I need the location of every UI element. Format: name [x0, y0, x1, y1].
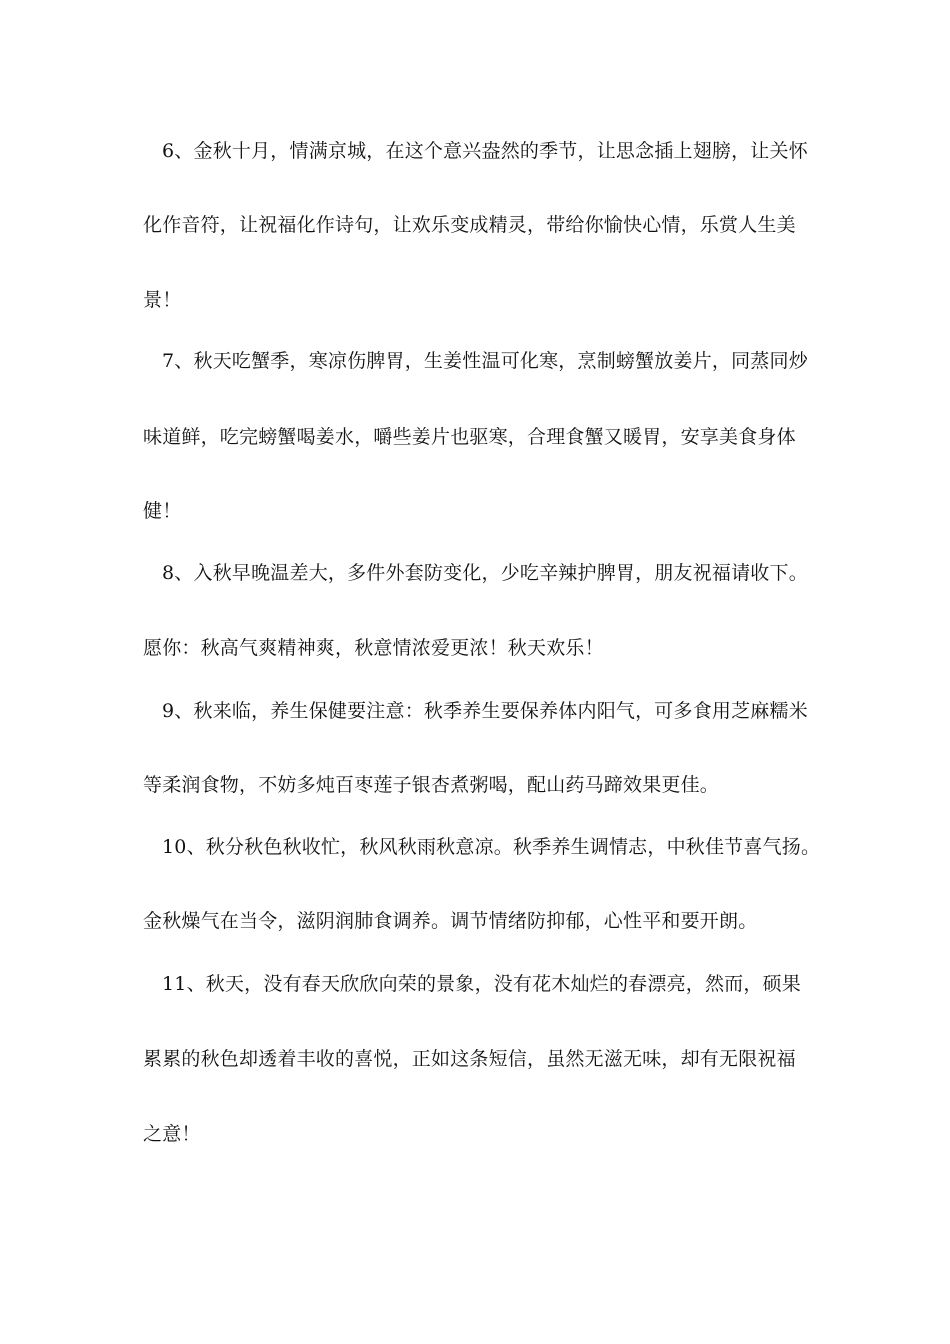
paragraph-8-line-2: 愿你：秋高气爽精神爽，秋意情浓爱更浓！秋天欢乐！	[143, 637, 604, 659]
paragraph-7-line-3: 健！	[143, 500, 182, 522]
paragraph-9-line-2: 等柔润食物，不妨多炖百枣莲子银杏煮粥喝，配山药马蹄效果更佳。	[143, 774, 720, 796]
paragraph-7-line-1: 7、秋天吃蟹季，寒凉伤脾胃，生姜性温可化寒，烹制螃蟹放姜片，同蒸同炒	[162, 350, 808, 372]
paragraph-6-line-2: 化作音符，让祝福化作诗句，让欢乐变成精灵，带给你愉快心情，乐赏人生美	[143, 214, 796, 236]
paragraph-9-line-1: 9、秋来临，养生保健要注意：秋季养生要保养体内阳气，可多食用芝麻糯米	[162, 700, 808, 722]
paragraph-6-line-3: 景！	[143, 289, 182, 311]
paragraph-10-line-2: 金秋燥气在当令，滋阴润肺食调养。调节情绪防抑郁，心性平和要开朗。	[143, 910, 758, 932]
paragraph-11-line-1: 11、秋天，没有春天欣欣向荣的景象，没有花木灿烂的春漂亮，然而，硕果	[162, 973, 801, 995]
paragraph-11-line-3: 之意！	[143, 1123, 201, 1145]
paragraph-11-line-2: 累累的秋色却透着丰收的喜悦，正如这条短信，虽然无滋无味，却有无限祝福	[143, 1048, 796, 1070]
paragraph-7-line-2: 味道鲜，吃完螃蟹喝姜水，嚼些姜片也驱寒，合理食蟹又暖胃，安享美食身体	[143, 426, 796, 448]
paragraph-6-line-1: 6、金秋十月，情满京城，在这个意兴盎然的季节，让思念插上翅膀，让关怀	[162, 140, 808, 162]
paragraph-8-line-1: 8、入秋早晚温差大，多件外套防变化，少吃辛辣护脾胃，朋友祝福请收下。	[162, 562, 808, 584]
paragraph-10-line-1: 10、秋分秋色秋收忙，秋风秋雨秋意凉。秋季养生调情志，中秋佳节喜气扬。	[162, 836, 821, 858]
